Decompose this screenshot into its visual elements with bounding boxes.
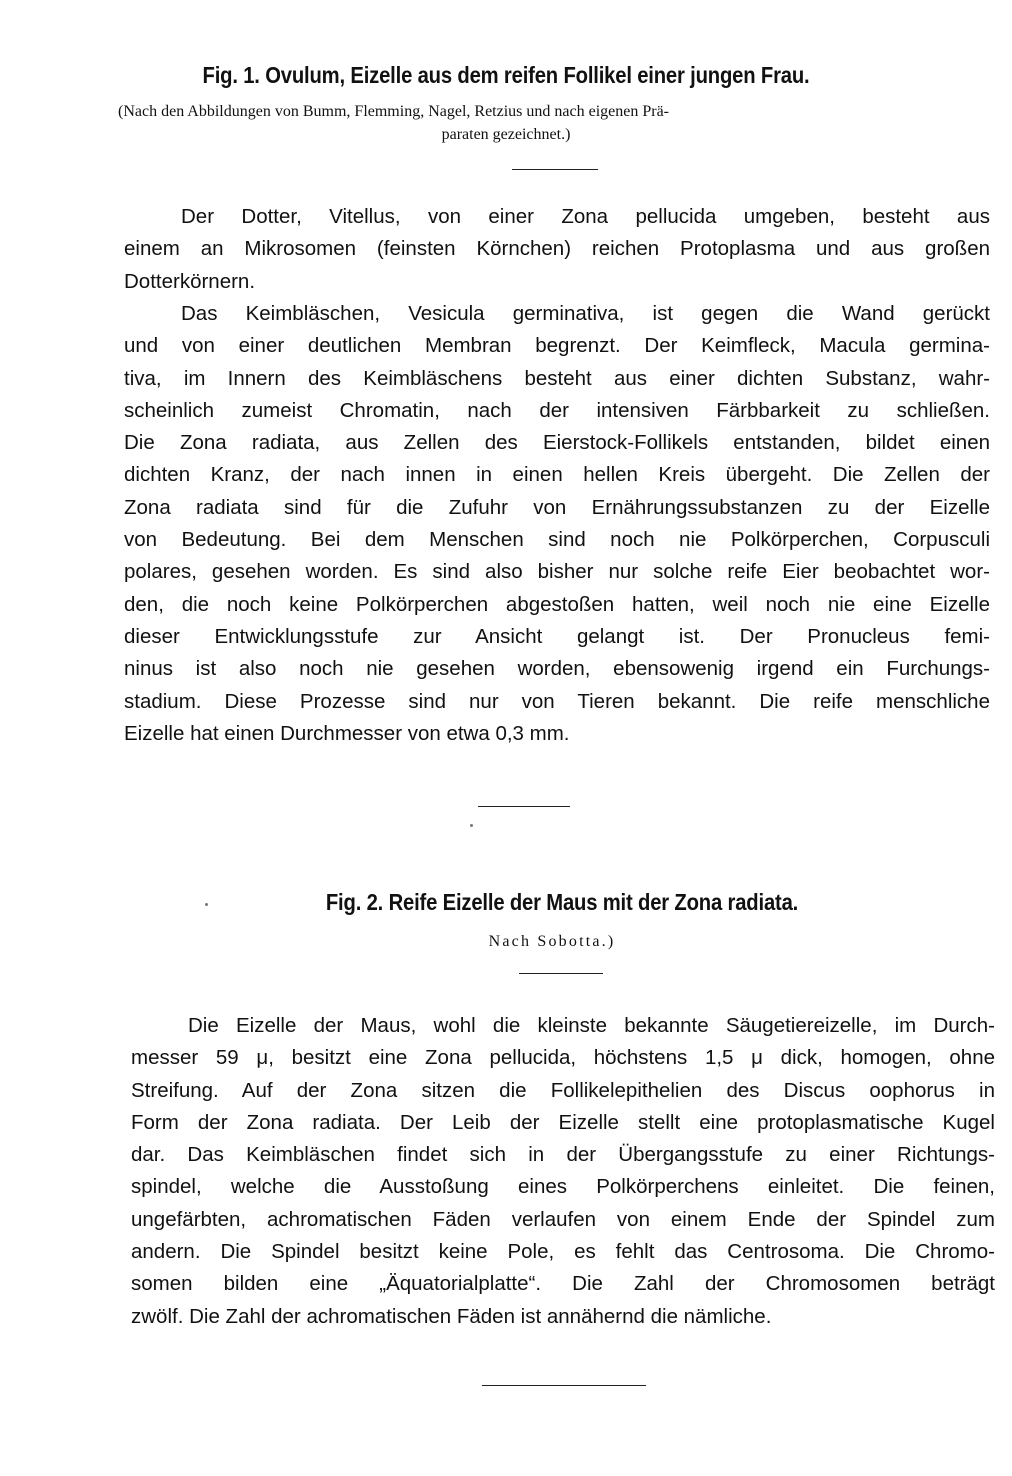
fig1-paragraph-2 bbox=[124, 298, 990, 750]
text-line: Der Dotter, Vitellus, von einer Zona pellucida umgeben, besteht aus bbox=[181, 205, 990, 228]
text-line: Form der Zona radiata. Der Leib der Eizelle stellt eine protoplasmatische Kugel bbox=[131, 1110, 995, 1134]
fig2-paragraph bbox=[131, 1010, 995, 1333]
text-line: dieser Entwicklungsstufe zur Ansicht gelangt ist. Der Pronucleus femi- bbox=[124, 624, 990, 648]
text-line: von Bedeutung. Bei dem Menschen sind noch nie Polkörperchen, Corpusculi bbox=[124, 528, 990, 552]
text-line: zwölf. Die Zahl der achromatischen Fäden ist annähernd die nämliche. bbox=[131, 1304, 772, 1328]
scan-speck bbox=[470, 824, 473, 827]
text-line: dichten Kranz, der nach innen in einen hellen Kreis übergeht. Die Zellen der bbox=[124, 463, 990, 487]
fig1-source-note-line1: (Nach den Abbildungen von Bumm, Flemming, Nagel, Retzius und nach eigenen Prä- bbox=[118, 103, 669, 120]
text-line: Die Eizelle der Maus, wohl die kleinste bekannte Säugetiereizelle, im Durch- bbox=[188, 1014, 995, 1037]
scan-speck bbox=[205, 903, 208, 906]
text-line: Dotterkörnern. bbox=[124, 269, 256, 293]
text-line: polares, gesehen worden. Es sind also bisher nur solche reife Eier beobachtet wor- bbox=[124, 560, 990, 584]
text-line: Das Keimbläschen, Vesicula germinativa, ist gegen die Wand gerückt bbox=[181, 302, 990, 325]
fig2-heading-rule bbox=[519, 973, 603, 974]
fig2-end-rule bbox=[482, 1385, 646, 1386]
text-line: einem an Mikrosomen (feinsten Körnchen) reichen Protoplasma und aus großen bbox=[124, 237, 990, 261]
text-line: somen bilden eine „Äquatorialplatte“. Die Zahl der Chromosomen beträgt bbox=[131, 1272, 995, 1296]
fig1-title: Fig. 1. Ovulum, Eizelle aus dem reifen Follikel einer jungen Frau. bbox=[202, 62, 810, 88]
text-line: messer 59 μ, besitzt eine Zona pellucida, höchstens 1,5 μ dick, homogen, ohne bbox=[131, 1046, 995, 1070]
text-line: andern. Die Spindel besitzt keine Pole, es fehlt das Centrosoma. Die Chromo- bbox=[131, 1240, 995, 1264]
text-line: tiva, im Innern des Keimbläschens besteht aus einer dichten Substanz, wahr- bbox=[124, 366, 990, 390]
text-line: scheinlich zumeist Chromatin, nach der intensiven Färbbarkeit zu schließen. bbox=[124, 398, 990, 422]
text-line: dar. Das Keimbläschen findet sich in der Übergangsstufe zu einer Richtungs- bbox=[131, 1143, 995, 1167]
fig2-source-note: Nach Sobotta.) bbox=[488, 933, 616, 950]
fig2-title: Fig. 2. Reife Eizelle der Maus mit der Zona radiata. bbox=[325, 889, 799, 915]
text-line: Zona radiata sind für die Zufuhr von Ernährungssubstanzen zu der Eizelle bbox=[124, 495, 990, 519]
text-line: stadium. Diese Prozesse sind nur von Tieren bekannt. Die reife menschliche bbox=[124, 689, 990, 713]
text-line: Streifung. Auf der Zona sitzen die Follikelepithelien des Discus oophorus in bbox=[131, 1078, 995, 1102]
text-line: Eizelle hat einen Durchmesser von etwa 0,3 mm. bbox=[124, 721, 570, 745]
text-line: den, die noch keine Polkörperchen abgestoßen hatten, weil noch nie eine Eizelle bbox=[124, 592, 990, 616]
fig1-source-note-line2: paraten gezeichnet.) bbox=[441, 126, 571, 143]
text-line: Die Zona radiata, aus Zellen des Eierstock-Follikels entstanden, bildet einen bbox=[124, 431, 990, 455]
text-line: und von einer deutlichen Membran begrenzt. Der Keimfleck, Macula germina- bbox=[124, 334, 990, 358]
fig1-heading-rule bbox=[512, 169, 598, 170]
fig1-end-rule bbox=[478, 806, 570, 807]
text-line: ninus ist also noch nie gesehen worden, ebensowenig irgend ein Furchungs- bbox=[124, 657, 990, 681]
text-line: spindel, welche die Ausstoßung eines Polkörperchens einleitet. Die feinen, bbox=[131, 1175, 995, 1199]
text-line: ungefärbten, achromatischen Fäden verlaufen von einem Ende der Spindel zum bbox=[131, 1207, 995, 1231]
fig1-paragraph-1 bbox=[124, 201, 990, 298]
